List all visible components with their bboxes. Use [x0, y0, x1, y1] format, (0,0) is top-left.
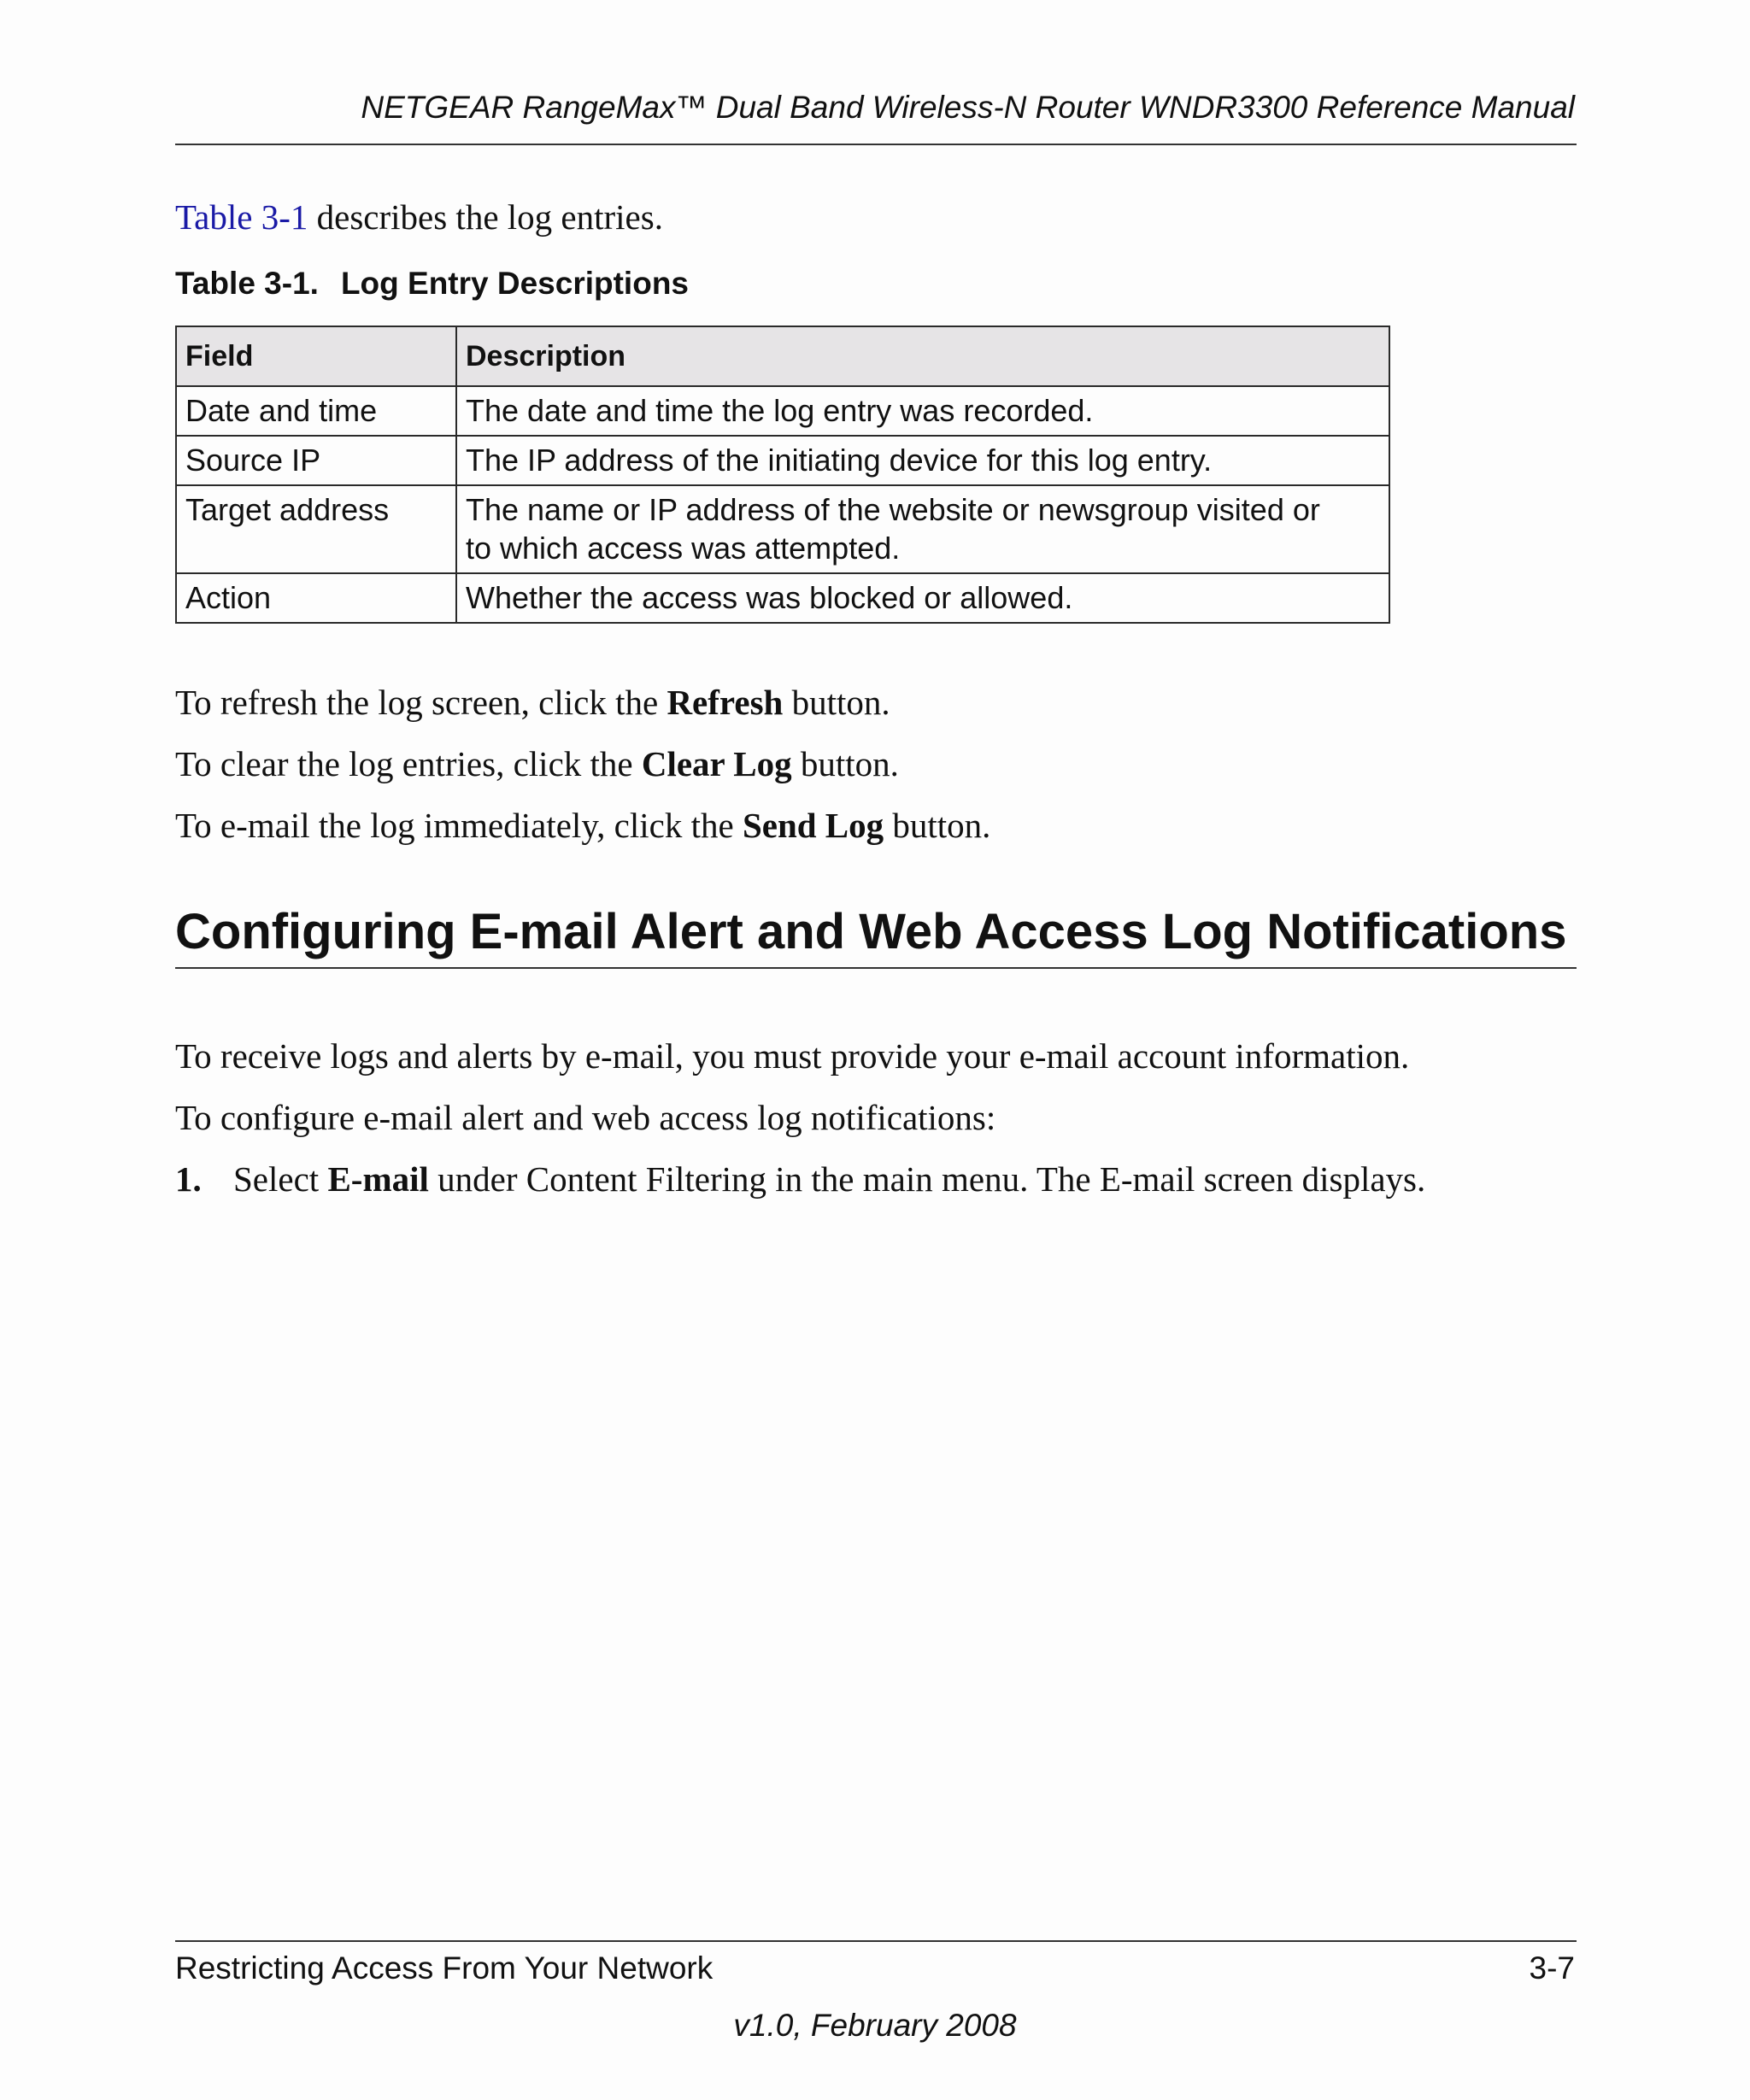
column-header-field: Field — [176, 326, 456, 386]
running-header: NETGEAR RangeMax™ Dual Band Wireless-N Router WNDR3300 Reference Manual — [361, 90, 1575, 125]
instruction-text: To e-mail the log immediately, click the — [175, 806, 743, 845]
description-cell: The date and time the log entry was recorded. — [456, 386, 1389, 436]
step-text — [233, 1157, 1425, 1201]
table-cross-reference-link[interactable]: Table 3-1 — [175, 197, 308, 237]
instruction-text: button. — [791, 744, 899, 783]
clear-log-button-reference: Clear Log — [641, 744, 792, 783]
intro-paragraph — [175, 195, 663, 239]
footer-chapter-title: Restricting Access From Your Network — [175, 1950, 714, 1986]
field-cell: Action — [176, 573, 456, 623]
footer-version: v1.0, February 2008 — [733, 2008, 1017, 2043]
instruction-text: To clear the log entries, click the — [175, 744, 642, 783]
send-log-button-reference: Send Log — [742, 806, 884, 845]
footer-rule — [175, 1940, 1577, 1942]
refresh-button-reference: Refresh — [667, 683, 784, 722]
table-header-row — [176, 326, 1389, 386]
intro-text: describes the log entries. — [308, 197, 663, 237]
column-header-description: Description — [456, 326, 1389, 386]
description-cell: Whether the access was blocked or allowed. — [456, 573, 1389, 623]
instruction-text: button. — [884, 806, 991, 845]
section-paragraph-1: To receive logs and alerts by e-mail, you must provide your e-mail account information. — [175, 1036, 1410, 1076]
description-line: to which access was attempted. — [466, 531, 901, 566]
step-text-part: under Content Filtering in the main menu. The E-mail screen displays. — [428, 1159, 1426, 1199]
section-rule — [175, 967, 1577, 969]
table-row — [176, 485, 1389, 573]
section-heading: Configuring E-mail Alert and Web Access Log Notifications — [175, 904, 1567, 959]
field-cell: Source IP — [176, 436, 456, 485]
footer-page-number: 3-7 — [1529, 1950, 1575, 1986]
table-caption-number: Table 3-1. — [175, 266, 319, 301]
instruction-refresh — [175, 680, 890, 724]
step-text-part: Select — [233, 1159, 328, 1199]
instruction-text: button. — [783, 683, 890, 722]
field-cell: Date and time — [176, 386, 456, 436]
table-caption-title: Log Entry Descriptions — [340, 266, 689, 301]
table-caption — [175, 265, 689, 302]
step-number: 1. — [175, 1159, 202, 1199]
section-paragraph-2: To configure e-mail alert and web access log notifications: — [175, 1098, 996, 1137]
email-menu-reference: E-mail — [327, 1159, 429, 1199]
table-row — [176, 436, 1389, 485]
field-cell: Target address — [176, 485, 456, 573]
description-cell: The IP address of the initiating device for this log entry. — [456, 436, 1389, 485]
instruction-send-log — [175, 803, 990, 848]
log-entry-table — [175, 326, 1390, 624]
table-row — [176, 573, 1389, 623]
instruction-clear-log — [175, 742, 899, 786]
table-row — [176, 386, 1389, 436]
header-rule — [175, 144, 1577, 145]
description-cell — [456, 485, 1389, 573]
description-line: The name or IP address of the website or newsgroup visited or — [466, 492, 1320, 527]
instruction-text: To refresh the log screen, click the — [175, 683, 667, 722]
